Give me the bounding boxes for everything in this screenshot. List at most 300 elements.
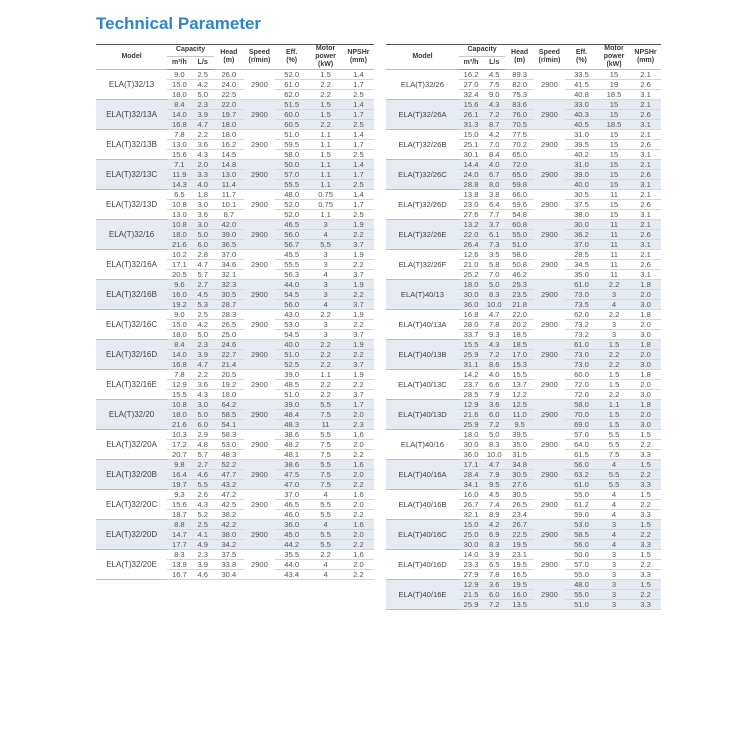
capacity-m3h-cell: 28.4 bbox=[459, 470, 483, 480]
capacity-ls-cell: 5.3 bbox=[192, 300, 214, 310]
motor-power-cell: 15 bbox=[598, 210, 630, 220]
table-row bbox=[96, 490, 374, 500]
motor-power-cell: 5.5 bbox=[598, 430, 630, 440]
npshr-cell: 3.1 bbox=[630, 210, 661, 220]
motor-power-cell: 5.5 bbox=[308, 530, 342, 540]
capacity-m3h-cell: 25.9 bbox=[459, 600, 483, 610]
eff-cell: 40.0 bbox=[275, 340, 308, 350]
capacity-ls-cell: 7.2 bbox=[483, 600, 505, 610]
eff-cell: 73.0 bbox=[565, 350, 598, 360]
eff-cell: 30.0 bbox=[565, 220, 598, 230]
eff-cell: 51.0 bbox=[275, 390, 308, 400]
capacity-ls-cell: 4.0 bbox=[483, 370, 505, 380]
capacity-m3h-cell: 7.8 bbox=[167, 370, 191, 380]
speed-cell: 2900 bbox=[534, 280, 565, 310]
eff-cell: 73.2 bbox=[565, 320, 598, 330]
eff-cell: 53.0 bbox=[565, 520, 598, 530]
motor-power-cell: 3 bbox=[598, 550, 630, 560]
motor-power-cell: 11 bbox=[598, 230, 630, 240]
capacity-ls-cell: 5.0 bbox=[192, 230, 214, 240]
motor-power-cell: 2.2 bbox=[308, 390, 342, 400]
eff-header: Eff. (%) bbox=[275, 45, 308, 70]
npshr-cell: 2.1 bbox=[630, 220, 661, 230]
capacity-m3h-cell: 10.2 bbox=[167, 250, 191, 260]
npshr-cell: 2.0 bbox=[630, 380, 661, 390]
eff-cell: 45.5 bbox=[275, 250, 308, 260]
head-cell: 83.6 bbox=[505, 100, 534, 110]
eff-cell: 39.0 bbox=[275, 400, 308, 410]
speed-cell: 2900 bbox=[534, 520, 565, 550]
head-cell: 15.3 bbox=[505, 360, 534, 370]
motor-power-cell: 3 bbox=[308, 330, 342, 340]
motor-power-cell: 4 bbox=[308, 270, 342, 280]
capacity-m3h-cell: 17.2 bbox=[167, 440, 191, 450]
capacity-m3h-cell: 15.6 bbox=[167, 150, 191, 160]
eff-cell: 48.2 bbox=[275, 440, 308, 450]
motor-power-cell: 3 bbox=[598, 600, 630, 610]
capacity-ls-cell: 7.2 bbox=[483, 350, 505, 360]
capacity-header: Capacity bbox=[459, 45, 505, 57]
table-row bbox=[96, 190, 374, 200]
npshr-cell: 3.1 bbox=[630, 240, 661, 250]
head-cell: 22.5 bbox=[505, 530, 534, 540]
motor-power-cell: 1.5 bbox=[308, 150, 342, 160]
capacity-ls-cell: 2.6 bbox=[192, 490, 214, 500]
ls-header: L/s bbox=[192, 56, 214, 69]
capacity-m3h-cell: 13.0 bbox=[167, 140, 191, 150]
speed-cell: 2900 bbox=[534, 220, 565, 250]
motor-power-cell: 11 bbox=[598, 190, 630, 200]
motor-power-cell: 15 bbox=[598, 180, 630, 190]
table-row bbox=[386, 490, 661, 500]
table-row bbox=[386, 280, 661, 290]
head-cell: 24.6 bbox=[214, 340, 244, 350]
capacity-m3h-cell: 10.8 bbox=[167, 400, 191, 410]
eff-cell: 36.2 bbox=[565, 230, 598, 240]
head-cell: 20.2 bbox=[505, 320, 534, 330]
capacity-m3h-cell: 28.8 bbox=[459, 180, 483, 190]
eff-cell: 73.2 bbox=[565, 330, 598, 340]
capacity-m3h-cell: 17.1 bbox=[459, 460, 483, 470]
table-row bbox=[386, 310, 661, 320]
capacity-m3h-cell: 8.8 bbox=[167, 520, 191, 530]
npshr-cell: 2.0 bbox=[630, 290, 661, 300]
eff-cell: 46.5 bbox=[275, 220, 308, 230]
capacity-ls-cell: 2.8 bbox=[192, 250, 214, 260]
capacity-m3h-cell: 15.0 bbox=[167, 80, 191, 90]
eff-cell: 61.2 bbox=[565, 500, 598, 510]
table-row bbox=[386, 70, 661, 80]
model-cell: ELA(T)40/16D bbox=[386, 550, 459, 580]
model-header: Model bbox=[96, 45, 167, 70]
head-cell: 18.0 bbox=[214, 120, 244, 130]
eff-cell: 54.5 bbox=[275, 290, 308, 300]
speed-cell: 2900 bbox=[534, 370, 565, 400]
npshr-cell: 3.1 bbox=[630, 120, 661, 130]
npshr-cell: 2.0 bbox=[630, 410, 661, 420]
npshr-cell: 3.7 bbox=[343, 240, 374, 250]
speed-header: Speed (r/min) bbox=[244, 45, 275, 70]
motor-power-cell: 5.5 bbox=[308, 500, 342, 510]
npshr-cell: 1.9 bbox=[343, 370, 374, 380]
eff-cell: 73.5 bbox=[565, 300, 598, 310]
eff-cell: 55.0 bbox=[565, 570, 598, 580]
motor-power-cell: 18.5 bbox=[598, 90, 630, 100]
eff-cell: 61.0 bbox=[565, 340, 598, 350]
capacity-m3h-cell: 18.0 bbox=[167, 230, 191, 240]
speed-cell: 2900 bbox=[244, 220, 275, 250]
capacity-ls-cell: 7.7 bbox=[483, 210, 505, 220]
capacity-m3h-cell: 13.8 bbox=[459, 190, 483, 200]
speed-cell: 2900 bbox=[534, 580, 565, 610]
motor-power-cell: 3 bbox=[598, 560, 630, 570]
npshr-cell: 2.0 bbox=[630, 350, 661, 360]
head-cell: 14.8 bbox=[214, 160, 244, 170]
capacity-m3h-cell: 14.7 bbox=[167, 530, 191, 540]
capacity-m3h-cell: 15.5 bbox=[459, 340, 483, 350]
eff-cell: 48.1 bbox=[275, 450, 308, 460]
head-cell: 42.0 bbox=[214, 220, 244, 230]
motor-power-cell: 11 bbox=[308, 420, 342, 430]
capacity-ls-cell: 6.1 bbox=[483, 230, 505, 240]
head-cell: 25.3 bbox=[505, 280, 534, 290]
head-cell: 22.7 bbox=[214, 350, 244, 360]
motor-power-cell: 15 bbox=[598, 200, 630, 210]
head-cell: 36.5 bbox=[214, 240, 244, 250]
eff-cell: 51.0 bbox=[275, 350, 308, 360]
speed-cell: 2900 bbox=[534, 250, 565, 280]
npshr-cell: 2.2 bbox=[630, 560, 661, 570]
motor-power-cell: 2.2 bbox=[598, 310, 630, 320]
technical-parameter-table-left bbox=[96, 44, 374, 580]
capacity-m3h-cell: 31.1 bbox=[459, 360, 483, 370]
head-cell: 58.3 bbox=[214, 430, 244, 440]
head-cell: 12.2 bbox=[505, 390, 534, 400]
table-row bbox=[386, 550, 661, 560]
capacity-m3h-cell: 14.0 bbox=[459, 550, 483, 560]
head-header: Head (m) bbox=[505, 45, 534, 70]
capacity-ls-cell: 4.6 bbox=[192, 470, 214, 480]
head-cell: 66.0 bbox=[505, 190, 534, 200]
head-cell: 38.0 bbox=[214, 530, 244, 540]
npshr-cell: 1.8 bbox=[630, 370, 661, 380]
npshr-cell: 2.5 bbox=[343, 180, 374, 190]
npshr-cell: 1.7 bbox=[343, 170, 374, 180]
capacity-m3h-cell: 25.0 bbox=[459, 530, 483, 540]
capacity-ls-cell: 4.3 bbox=[192, 500, 214, 510]
capacity-ls-cell: 3.6 bbox=[192, 380, 214, 390]
eff-cell: 58.0 bbox=[565, 400, 598, 410]
head-cell: 30.4 bbox=[214, 570, 244, 580]
model-cell: ELA(T)32/20C bbox=[96, 490, 167, 520]
capacity-ls-cell: 2.9 bbox=[192, 430, 214, 440]
motor-power-cell: 15 bbox=[598, 170, 630, 180]
capacity-ls-cell: 3.0 bbox=[192, 220, 214, 230]
motor-power-cell: 7.5 bbox=[308, 450, 342, 460]
capacity-m3h-cell: 30.1 bbox=[459, 150, 483, 160]
npshr-cell: 3.3 bbox=[630, 570, 661, 580]
capacity-ls-cell: 6.0 bbox=[192, 240, 214, 250]
eff-cell: 40.5 bbox=[565, 120, 598, 130]
npshr-cell: 1.7 bbox=[343, 110, 374, 120]
capacity-m3h-cell: 28.0 bbox=[459, 320, 483, 330]
capacity-ls-cell: 3.0 bbox=[192, 400, 214, 410]
motor-power-cell: 4 bbox=[598, 530, 630, 540]
head-cell: 26.5 bbox=[505, 500, 534, 510]
head-cell: 22.0 bbox=[214, 100, 244, 110]
head-cell: 54.8 bbox=[505, 210, 534, 220]
capacity-ls-cell: 7.5 bbox=[483, 80, 505, 90]
capacity-ls-cell: 4.5 bbox=[192, 290, 214, 300]
model-cell: ELA(T)32/26E bbox=[386, 220, 459, 250]
eff-cell: 39.5 bbox=[565, 140, 598, 150]
motor-power-cell: 3 bbox=[308, 260, 342, 270]
model-cell: ELA(T)32/16A bbox=[96, 250, 167, 280]
eff-cell: 34.5 bbox=[565, 260, 598, 270]
motor-power-cell: 15 bbox=[598, 130, 630, 140]
motor-power-header: Motor power (kW) bbox=[308, 45, 342, 70]
motor-power-cell: 4 bbox=[598, 510, 630, 520]
npshr-cell: 1.4 bbox=[343, 70, 374, 80]
head-cell: 75.3 bbox=[505, 90, 534, 100]
head-cell: 55.0 bbox=[505, 230, 534, 240]
npshr-cell: 2.2 bbox=[343, 540, 374, 550]
eff-cell: 41.5 bbox=[565, 80, 598, 90]
capacity-m3h-cell: 18.0 bbox=[167, 410, 191, 420]
capacity-m3h-cell: 31.3 bbox=[459, 120, 483, 130]
capacity-ls-cell: 6.0 bbox=[483, 410, 505, 420]
capacity-ls-cell: 4.3 bbox=[483, 100, 505, 110]
eff-cell: 40.3 bbox=[565, 110, 598, 120]
npshr-cell: 1.6 bbox=[343, 550, 374, 560]
motor-power-cell: 4 bbox=[308, 300, 342, 310]
npshr-cell: 1.4 bbox=[343, 130, 374, 140]
capacity-m3h-cell: 25.9 bbox=[459, 420, 483, 430]
npshr-cell: 2.0 bbox=[343, 560, 374, 570]
eff-cell: 52.0 bbox=[275, 200, 308, 210]
npshr-cell: 3.7 bbox=[343, 360, 374, 370]
eff-cell: 48.0 bbox=[565, 580, 598, 590]
head-cell: 19.5 bbox=[505, 580, 534, 590]
head-cell: 9.5 bbox=[505, 420, 534, 430]
capacity-ls-cell: 6.9 bbox=[483, 530, 505, 540]
motor-power-cell: 2.2 bbox=[598, 360, 630, 370]
npshr-cell: 3.1 bbox=[630, 150, 661, 160]
table-body-left bbox=[96, 70, 374, 580]
npshr-cell: 1.4 bbox=[343, 190, 374, 200]
technical-parameter-table-right bbox=[386, 44, 661, 610]
capacity-ls-cell: 4.8 bbox=[192, 440, 214, 450]
capacity-m3h-cell: 9.8 bbox=[167, 460, 191, 470]
npshr-cell: 1.8 bbox=[630, 280, 661, 290]
capacity-ls-cell: 7.8 bbox=[483, 320, 505, 330]
head-cell: 30.5 bbox=[505, 470, 534, 480]
capacity-m3h-cell: 11.9 bbox=[167, 170, 191, 180]
motor-power-cell: 1.1 bbox=[308, 140, 342, 150]
model-cell: ELA(T)40/13D bbox=[386, 400, 459, 430]
npshr-cell: 1.9 bbox=[343, 250, 374, 260]
motor-power-cell: 2.2 bbox=[598, 390, 630, 400]
capacity-m3h-cell: 27.6 bbox=[459, 210, 483, 220]
head-cell: 65.0 bbox=[505, 170, 534, 180]
motor-power-cell: 15 bbox=[598, 110, 630, 120]
motor-power-cell: 15 bbox=[598, 150, 630, 160]
eff-cell: 60.0 bbox=[565, 370, 598, 380]
capacity-m3h-cell: 17.1 bbox=[167, 260, 191, 270]
motor-power-cell: 3 bbox=[308, 220, 342, 230]
npshr-cell: 2.2 bbox=[343, 480, 374, 490]
table-row bbox=[96, 70, 374, 80]
capacity-m3h-cell: 16.0 bbox=[459, 490, 483, 500]
motor-power-cell: 4 bbox=[598, 500, 630, 510]
table-row bbox=[386, 460, 661, 470]
head-cell: 42.2 bbox=[214, 520, 244, 530]
eff-cell: 54.5 bbox=[275, 330, 308, 340]
capacity-m3h-cell: 36.0 bbox=[459, 450, 483, 460]
capacity-m3h-cell: 8.4 bbox=[167, 340, 191, 350]
speed-cell: 2900 bbox=[534, 550, 565, 580]
motor-power-cell: 15 bbox=[598, 100, 630, 110]
model-cell: ELA(T)32/16E bbox=[96, 370, 167, 400]
eff-cell: 51.0 bbox=[275, 130, 308, 140]
motor-power-cell: 1.5 bbox=[598, 340, 630, 350]
motor-power-cell: 3 bbox=[598, 590, 630, 600]
eff-cell: 37.0 bbox=[565, 240, 598, 250]
eff-cell: 60.5 bbox=[275, 120, 308, 130]
capacity-ls-cell: 2.7 bbox=[192, 460, 214, 470]
capacity-m3h-cell: 8.4 bbox=[167, 100, 191, 110]
eff-cell: 56.3 bbox=[275, 270, 308, 280]
motor-power-cell: 3 bbox=[598, 580, 630, 590]
head-cell: 16.5 bbox=[505, 570, 534, 580]
capacity-ls-cell: 8.0 bbox=[483, 180, 505, 190]
eff-cell: 72.0 bbox=[565, 390, 598, 400]
capacity-m3h-cell: 22.0 bbox=[459, 230, 483, 240]
motor-power-cell: 1.1 bbox=[308, 370, 342, 380]
eff-cell: 43.0 bbox=[275, 310, 308, 320]
model-cell: ELA(T)40/13C bbox=[386, 370, 459, 400]
capacity-m3h-cell: 20.7 bbox=[167, 450, 191, 460]
head-cell: 70.5 bbox=[505, 120, 534, 130]
npshr-cell: 3.0 bbox=[630, 300, 661, 310]
table-row bbox=[386, 430, 661, 440]
eff-cell: 58.5 bbox=[565, 530, 598, 540]
capacity-ls-cell: 3.7 bbox=[483, 220, 505, 230]
capacity-m3h-cell: 14.0 bbox=[167, 350, 191, 360]
capacity-m3h-cell: 23.3 bbox=[459, 560, 483, 570]
table-row bbox=[386, 340, 661, 350]
eff-cell: 56.0 bbox=[565, 540, 598, 550]
head-cell: 31.5 bbox=[505, 450, 534, 460]
head-cell: 53.0 bbox=[214, 440, 244, 450]
capacity-m3h-cell: 21.0 bbox=[459, 260, 483, 270]
head-cell: 64.2 bbox=[214, 400, 244, 410]
npshr-header: NPSHr (mm) bbox=[630, 45, 661, 70]
motor-power-cell: 5.5 bbox=[308, 400, 342, 410]
capacity-ls-cell: 4.6 bbox=[192, 570, 214, 580]
capacity-m3h-cell: 25.2 bbox=[459, 270, 483, 280]
speed-cell: 2900 bbox=[244, 340, 275, 370]
capacity-ls-cell: 10.0 bbox=[483, 300, 505, 310]
table-row bbox=[96, 340, 374, 350]
npshr-header: NPSHr (mm) bbox=[343, 45, 374, 70]
npshr-cell: 2.6 bbox=[630, 80, 661, 90]
capacity-m3h-cell: 12.9 bbox=[459, 580, 483, 590]
capacity-ls-cell: 6.4 bbox=[483, 200, 505, 210]
capacity-ls-cell: 8.9 bbox=[483, 510, 505, 520]
capacity-m3h-cell: 30.0 bbox=[459, 440, 483, 450]
head-cell: 47.2 bbox=[214, 490, 244, 500]
npshr-cell: 2.2 bbox=[630, 590, 661, 600]
npshr-cell: 3.1 bbox=[630, 270, 661, 280]
capacity-ls-cell: 4.2 bbox=[483, 520, 505, 530]
motor-power-cell: 3 bbox=[308, 290, 342, 300]
motor-power-cell: 1.1 bbox=[308, 130, 342, 140]
npshr-cell: 3.1 bbox=[630, 180, 661, 190]
head-cell: 17.0 bbox=[505, 350, 534, 360]
npshr-cell: 3.3 bbox=[630, 510, 661, 520]
capacity-ls-cell: 2.3 bbox=[192, 340, 214, 350]
motor-power-cell: 5.5 bbox=[308, 460, 342, 470]
npshr-cell: 2.1 bbox=[630, 70, 661, 80]
head-cell: 11.7 bbox=[214, 190, 244, 200]
head-cell: 34.2 bbox=[214, 540, 244, 550]
motor-power-cell: 2.2 bbox=[308, 550, 342, 560]
capacity-m3h-cell: 19.2 bbox=[167, 300, 191, 310]
head-cell: 35.0 bbox=[505, 440, 534, 450]
npshr-cell: 3.0 bbox=[630, 360, 661, 370]
npshr-cell: 1.8 bbox=[630, 310, 661, 320]
head-cell: 50.8 bbox=[505, 260, 534, 270]
motor-power-cell: 4 bbox=[308, 560, 342, 570]
model-cell: ELA(T)32/20E bbox=[96, 550, 167, 580]
npshr-cell: 1.9 bbox=[343, 280, 374, 290]
npshr-cell: 1.7 bbox=[343, 400, 374, 410]
motor-power-cell: 18.5 bbox=[598, 120, 630, 130]
speed-cell: 2900 bbox=[244, 520, 275, 550]
table-row bbox=[386, 160, 661, 170]
npshr-cell: 3.7 bbox=[343, 300, 374, 310]
eff-cell: 45.0 bbox=[275, 530, 308, 540]
motor-power-cell: 2.2 bbox=[308, 80, 342, 90]
eff-cell: 62.0 bbox=[275, 90, 308, 100]
capacity-ls-cell: 8.4 bbox=[483, 150, 505, 160]
capacity-m3h-cell: 17.7 bbox=[167, 540, 191, 550]
m3h-header: m³/h bbox=[459, 56, 483, 69]
speed-cell: 2900 bbox=[244, 100, 275, 130]
head-cell: 21.4 bbox=[214, 360, 244, 370]
head-cell: 33.8 bbox=[214, 560, 244, 570]
capacity-m3h-cell: 12.9 bbox=[459, 400, 483, 410]
head-cell: 18.0 bbox=[214, 390, 244, 400]
speed-cell: 2900 bbox=[534, 70, 565, 100]
eff-cell: 44.0 bbox=[275, 280, 308, 290]
eff-cell: 63.2 bbox=[565, 470, 598, 480]
capacity-ls-cell: 7.9 bbox=[483, 390, 505, 400]
model-cell: ELA(T)32/13C bbox=[96, 160, 167, 190]
npshr-cell: 2.2 bbox=[343, 290, 374, 300]
npshr-cell: 3.3 bbox=[630, 480, 661, 490]
head-cell: 22.5 bbox=[214, 90, 244, 100]
model-cell: ELA(T)40/13 bbox=[386, 280, 459, 310]
eff-cell: 55.5 bbox=[275, 180, 308, 190]
capacity-m3h-cell: 25.9 bbox=[459, 350, 483, 360]
npshr-cell: 1.8 bbox=[630, 400, 661, 410]
head-cell: 37.5 bbox=[214, 550, 244, 560]
eff-cell: 55.0 bbox=[565, 590, 598, 600]
capacity-m3h-cell: 32.4 bbox=[459, 90, 483, 100]
m3h-header: m³/h bbox=[167, 56, 191, 69]
